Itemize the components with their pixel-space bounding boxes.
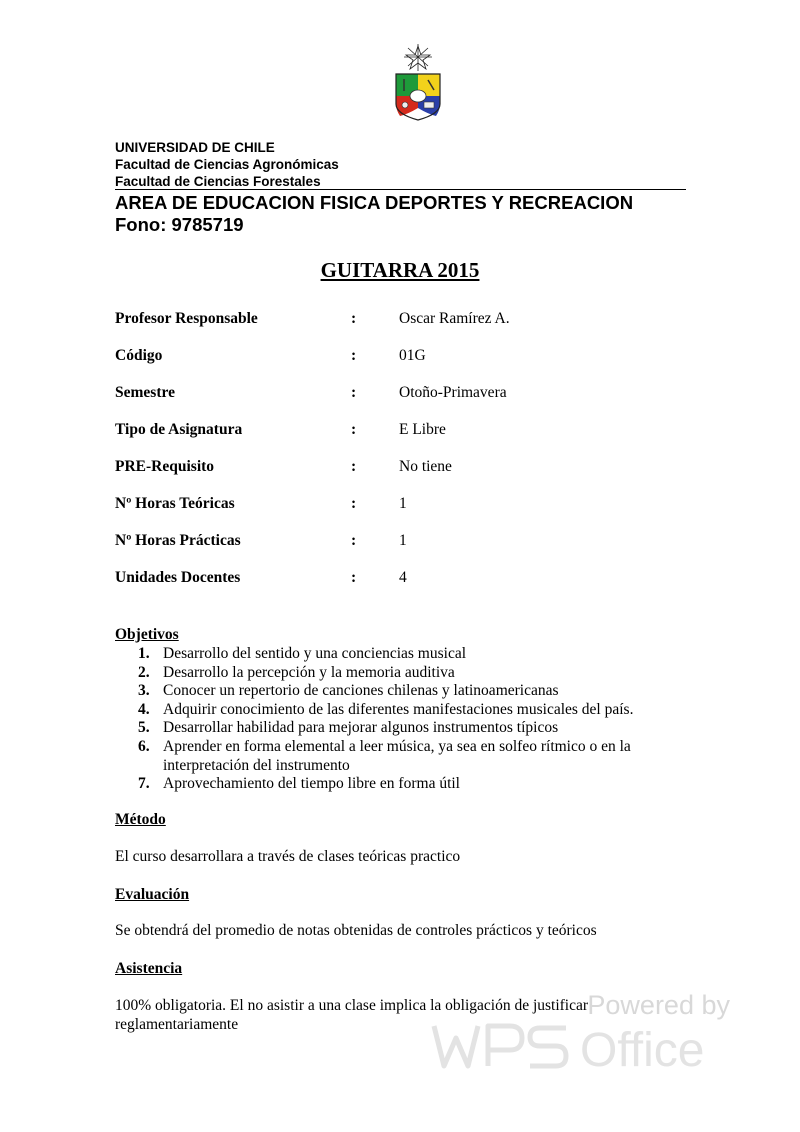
- list-item-text: Desarrollo del sentido y una conciencias musical: [163, 645, 467, 662]
- field-row-code: [115, 347, 715, 369]
- field-row-semester: [115, 384, 715, 406]
- field-colon: :: [351, 421, 357, 438]
- list-item: [115, 664, 675, 683]
- watermark-office-text: Office: [580, 1024, 705, 1072]
- list-item: [115, 701, 675, 720]
- field-label: Código: [115, 347, 163, 364]
- list-item-text: Adquirir conocimiento de las diferentes manifestaciones musicales del país.: [163, 700, 634, 718]
- field-value: No tiene: [399, 458, 452, 475]
- page-title: GUITARRA 2015: [320, 258, 480, 282]
- method-heading: Método: [115, 811, 166, 828]
- field-value: Otoño-Primavera: [399, 384, 507, 401]
- attendance-text: 100% obligatoria. El no asistir a una clase implica la obligación de justificar reglamentariamente: [115, 997, 589, 1033]
- crest-shield: [396, 74, 440, 120]
- phone-number: Fono: 9785719: [115, 214, 244, 235]
- field-label: Nº Horas Prácticas: [115, 532, 241, 549]
- field-value: 01G: [399, 347, 426, 364]
- field-colon: :: [351, 347, 357, 364]
- evaluation-heading: Evaluación: [115, 886, 190, 903]
- list-item: [115, 775, 675, 794]
- crest-star-icon: [404, 44, 432, 71]
- university-crest-logo: [390, 44, 446, 122]
- method-text: El curso desarrollara a través de clases teóricas practico: [115, 848, 461, 865]
- faculty-forestry: Facultad de Ciencias Forestales: [115, 174, 321, 189]
- field-colon: :: [351, 532, 357, 549]
- field-label: Nº Horas Teóricas: [115, 495, 235, 512]
- field-value: Oscar Ramírez A.: [399, 310, 510, 327]
- field-row-practice-hours: [115, 532, 715, 554]
- list-item-number: 3.: [138, 682, 150, 700]
- field-row-professor: [115, 310, 715, 332]
- field-row-prerequisite: [115, 458, 715, 480]
- university-name: UNIVERSIDAD DE CHILE: [115, 140, 275, 155]
- attendance-heading: Asistencia: [115, 960, 183, 977]
- objectives-list: [115, 645, 675, 794]
- list-item-number: 1.: [138, 645, 150, 662]
- field-label: Unidades Docentes: [115, 569, 241, 586]
- list-item: [115, 738, 675, 775]
- area-name: AREA DE EDUCACION FISICA DEPORTES Y RECREACION: [115, 192, 634, 213]
- field-row-theory-hours: [115, 495, 715, 517]
- watermark-powered-text: Powered by: [587, 990, 730, 1020]
- list-item-text: Aprender en forma elemental a leer música, ya sea en solfeo rítmico o en la interpretación del instrumento: [163, 737, 631, 774]
- list-item: [115, 645, 675, 664]
- list-item-text: Desarrollo la percepción y la memoria auditiva: [163, 663, 455, 681]
- list-item-number: 2.: [138, 663, 150, 681]
- field-colon: :: [351, 384, 357, 401]
- faculty-agronomy: Facultad de Ciencias Agronómicas: [115, 157, 339, 172]
- field-label: Semestre: [115, 384, 175, 401]
- field-value: 1: [399, 495, 407, 512]
- field-colon: :: [351, 458, 357, 475]
- field-label: Profesor Responsable: [115, 310, 258, 327]
- list-item: [115, 682, 675, 701]
- field-colon: :: [351, 310, 357, 327]
- header-divider: [115, 189, 686, 190]
- field-row-subject-type: [115, 421, 715, 443]
- field-colon: :: [351, 569, 357, 586]
- list-item-number: 7.: [138, 775, 150, 793]
- field-label: PRE-Requisito: [115, 458, 215, 475]
- list-item-text: Desarrollar habilidad para mejorar algunos instrumentos típicos: [163, 719, 559, 737]
- field-value: 1: [399, 532, 407, 549]
- field-colon: :: [351, 495, 357, 512]
- field-value: 4: [399, 569, 407, 586]
- list-item-number: 4.: [138, 700, 150, 718]
- field-label: Tipo de Asignatura: [115, 421, 243, 438]
- list-item-text: Conocer un repertorio de canciones chilenas y latinoamericanas: [163, 682, 559, 700]
- field-value: E Libre: [399, 421, 446, 438]
- list-item-text: Aprovechamiento del tiempo libre en forma útil: [163, 775, 460, 793]
- evaluation-text: Se obtendrá del promedio de notas obtenidas de controles prácticos y teóricos: [115, 922, 597, 939]
- list-item: [115, 719, 675, 738]
- list-item-number: 6.: [138, 737, 150, 755]
- list-item-number: 5.: [138, 719, 150, 737]
- objectives-heading: Objetivos: [115, 626, 179, 643]
- field-row-teaching-units: [115, 569, 715, 591]
